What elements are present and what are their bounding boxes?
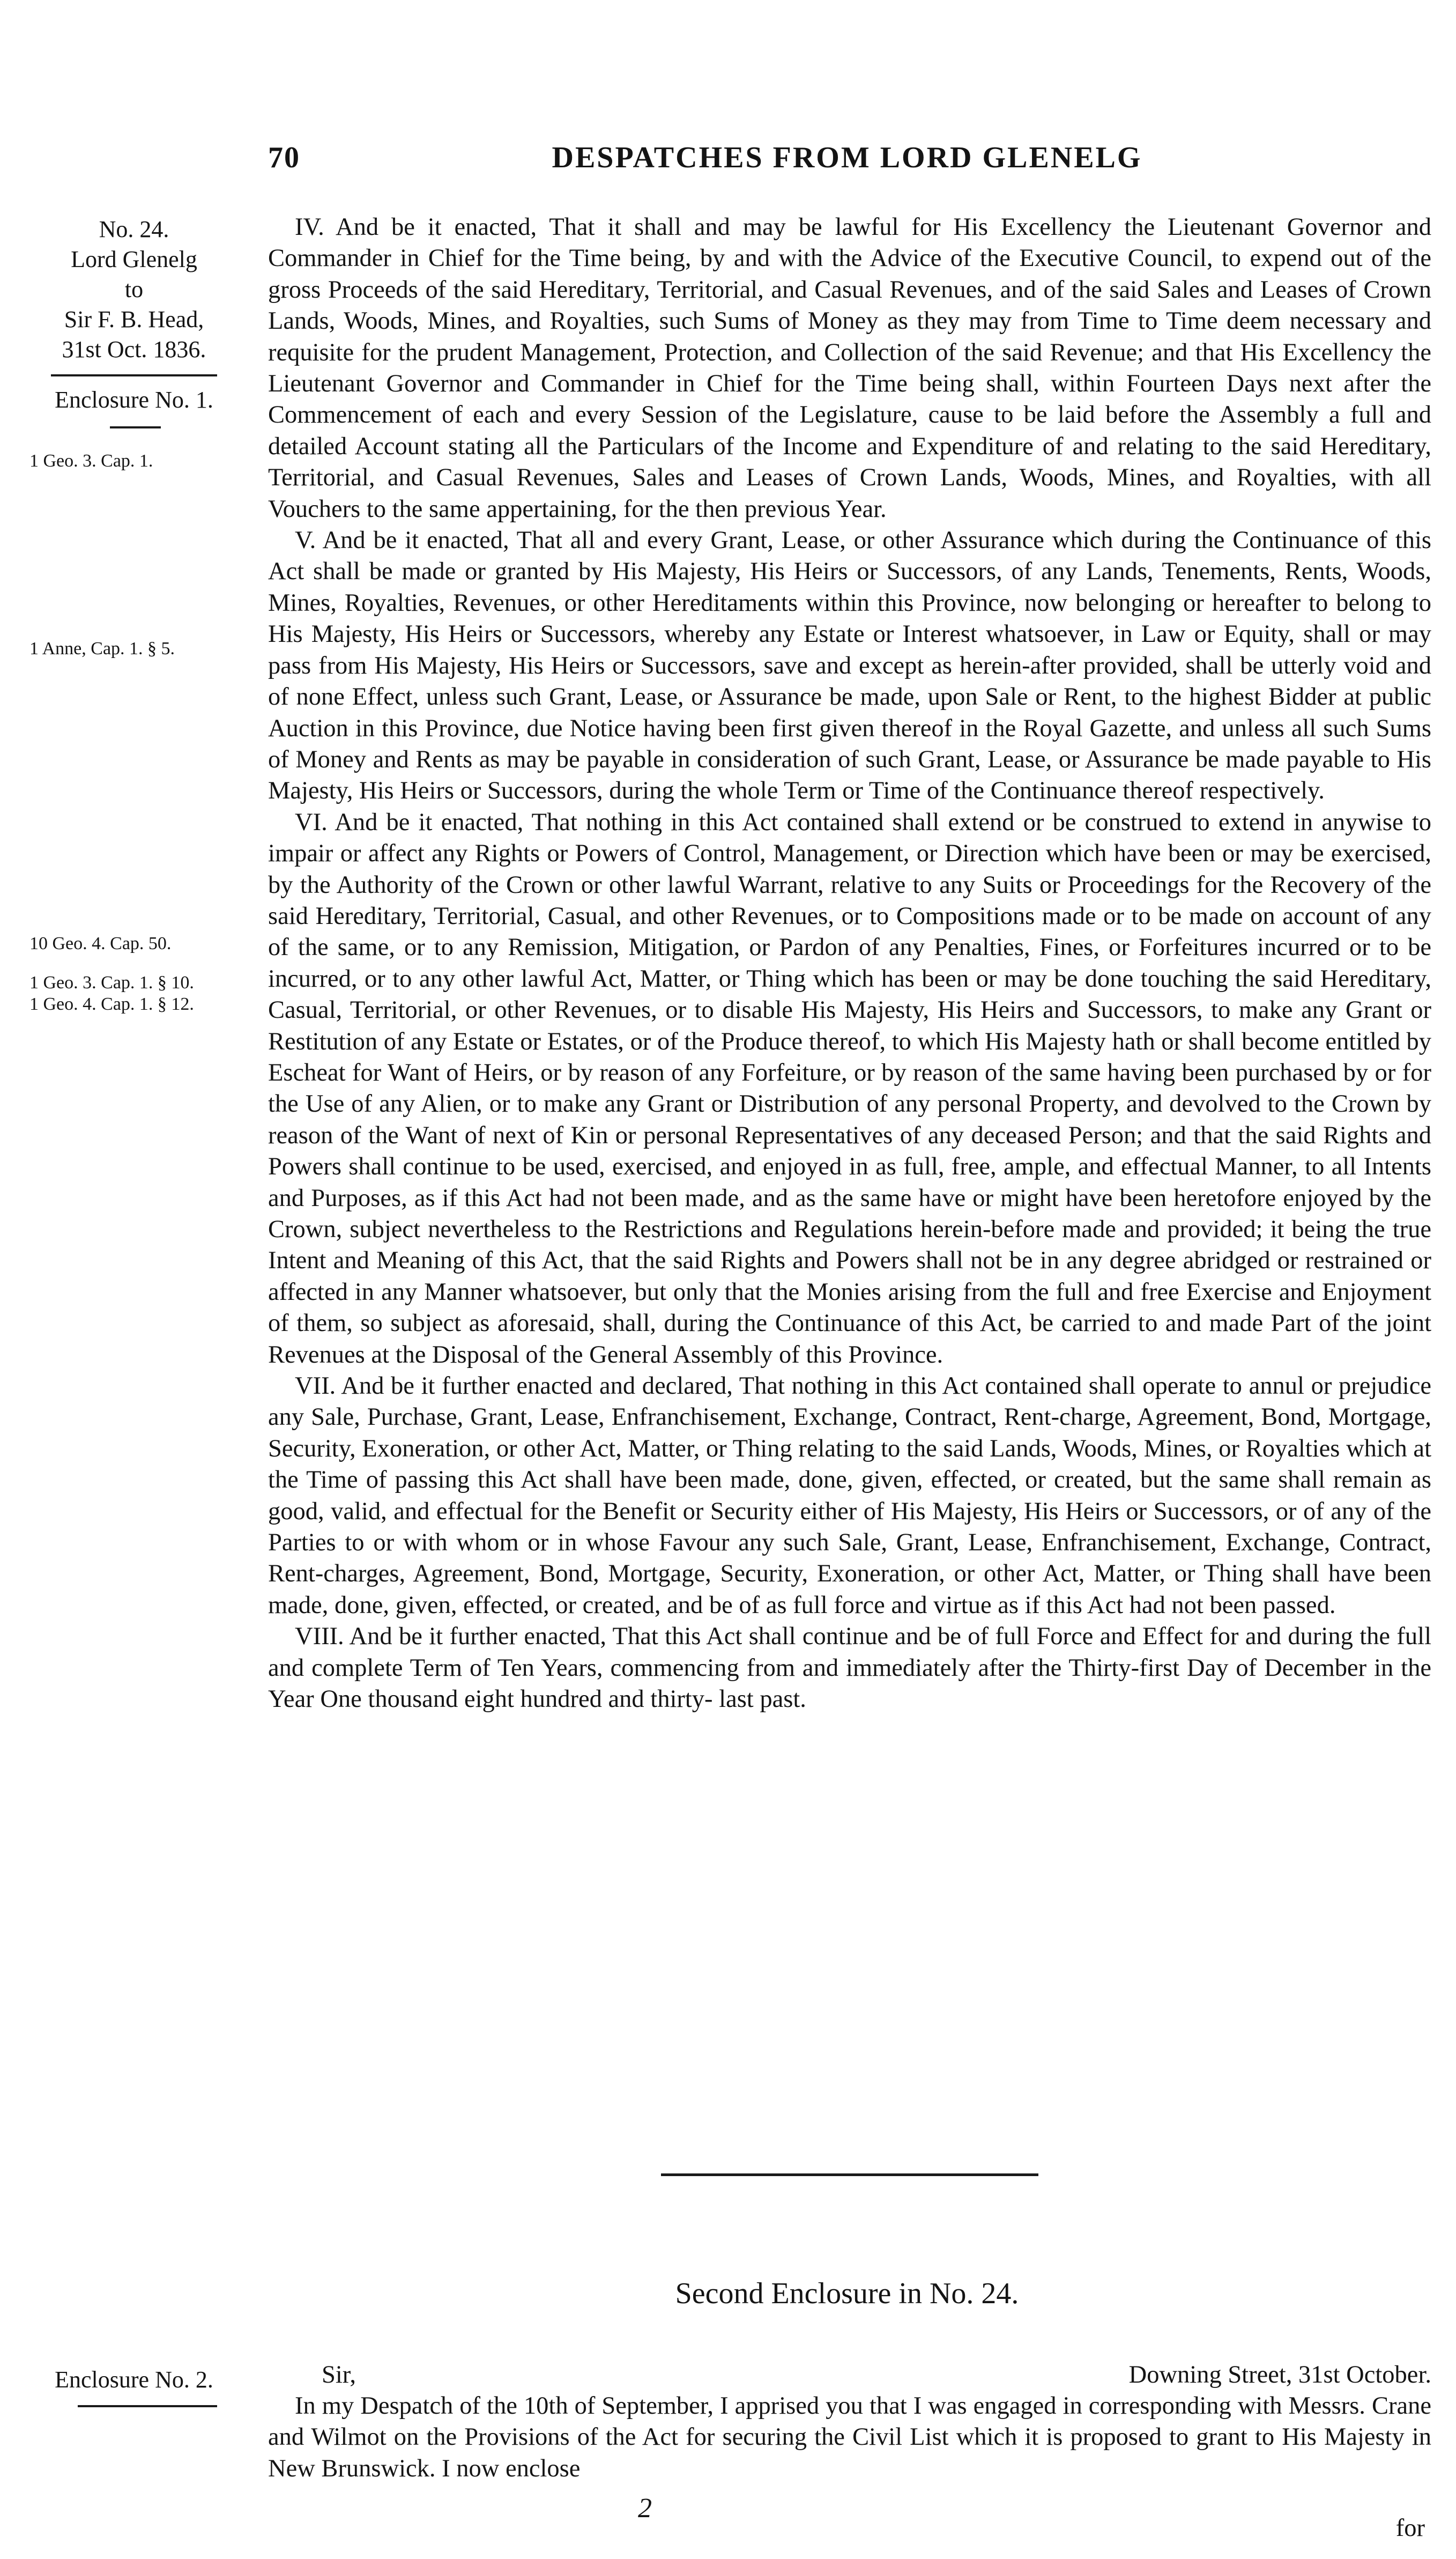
despatch-sender: Lord Glenelg xyxy=(71,246,197,272)
section-viii: VIII. And be it further enacted, That this Act shall continue and be of full Force and Effect for and during the full and complete Term of Ten Years, commencing from and immediately after the Thirty-first Day of December in the Year One thousand eight hundred and thirty- last past. xyxy=(268,1623,1431,1713)
enclosure-label-2: Enclosure No. 2. xyxy=(55,2366,213,2393)
letter xyxy=(268,2360,1431,2484)
enclosure-label-rule xyxy=(110,426,161,428)
enclosure-label-1: Enclosure No. 1. xyxy=(55,387,213,413)
dateline: Downing Street, 31st October. xyxy=(1128,2361,1431,2388)
despatch-number: No. 24. xyxy=(99,216,169,242)
despatch-recipient: Sir F. B. Head, xyxy=(64,306,204,332)
margin-note: 1 Geo. 3. Cap. 1. xyxy=(29,451,153,471)
catchword: for xyxy=(1395,2514,1425,2542)
margin-note: 1 Anne, Cap. 1. § 5. xyxy=(29,639,175,659)
signature-mark: 2 xyxy=(638,2493,652,2524)
section-iv: IV. And be it enacted, That it shall and may be lawful for His Excellency the Lieutenant Governor and Commander in Chief for the Time being, by and with the Advice of the Executive Council, to expend out of the gross Proceeds of the said Hereditary, Territorial, and Casual Revenues, and of the said Sales and Leases of Crown Lands, Woods, Mines, and Royalties, such Sums of Money as they may from Time to Time deem necessary and requisite for the prudent Management, Protection, and Collection of the said Revenue; and that His Excellency the Lieutenant Governor and Commander in Chief for the Time being shall, within Fourteen Days next after the Commencement of each and every Session of the Legislature, cause to be laid before the Assembly a full and detailed Account stating all the Particulars of the Income and Expenditure of and relating to the said Hereditary, Territorial, and Casual Revenues, Sales and Leases of Crown Lands, Woods, Mines, and Royalties, with all Vouchers to the same appertaining, for the then previous Year. xyxy=(268,213,1431,523)
section-vi: VI. And be it enacted, That nothing in this Act contained shall extend or be construed to extend in anywise to impair or affect any Rights or Powers of Control, Management, or Direction which have been or may be exercised, by the Authority of the Crown or other lawful Warrant, relative to any Suits or Proceedings for the Recovery of the said Hereditary, Territorial, Casual, and other Revenues, or to Compositions made or to be made on account of any of the same, or to any Remission, Mitigation, or Pardon of any Penalties, Fines, or Forfeitures incurred or to be incurred, or to any other lawful Act, Matter, or Thing which has been or may be done touching the said Hereditary, Casual, Territorial, or other Revenues, or to disable His Majesty, His Heirs and Successors, to make any Grant or Restitution of any Estate or Estates, or of the Produce thereof, to which His Majesty hath or shall become entitled by Escheat for Want of Heirs, or by reason of any Forfeiture, or by reason of the same having been purchased by or for the Use of any Alien, or to make any Grant or Distribution of any personal Property, and devolved to the Crown by reason of the Want of next of Kin or personal Representatives of any deceased Person; and that the said Rights and Powers shall continue to be used, exercised, and enjoyed in as full, free, ample, and effectual Manner, to all Intents and Purposes, as if this Act had not been made, and as the same have or might have been heretofore enjoyed by the Crown, subject nevertheless to the Restrictions and Regulations herein-before made and provided; it being the true Intent and Meaning of this Act, that the said Rights and Powers shall not be in any degree abridged or restrained or affected in any Manner whatsoever, but only that the Monies arising from the full and free Exercise and Enjoyment of them, so subject as aforesaid, shall, during the Continuance of this Act, be carried to and made Part of the joint Revenues at the Disposal of the General Assembly of this Province. xyxy=(268,808,1431,1369)
running-head: DESPATCHES FROM LORD GLENELG xyxy=(552,141,1142,174)
letter-opening: In my Despatch of the 10th of September, I apprised you that I was engaged in corresponding with Messrs. Crane and Wilmot on the Provisions of the Act for securing the Civil List which it is proposed to grant to His Majesty in New Brunswick. I now enclose xyxy=(268,2392,1431,2482)
despatch-date: 31st Oct. 1836. xyxy=(62,336,206,363)
enclosure-label-2-rule xyxy=(78,2405,217,2407)
page-number: 70 xyxy=(268,141,300,174)
section-vii: VII. And be it further enacted and declared, That nothing in this Act contained shall operate to annul or prejudice any Sale, Purchase, Grant, Lease, Enfranchisement, Exchange, Contract, Rent-charge, Agreement, Bond, Mortgage, Security, Exoneration, or other Act, Matter, or Thing relating to the said Lands, Woods, Mines, or Royalties which at the Time of passing this Act shall have been made, done, given, effected, or created, but the same shall remain as good, valid, and effectual for the Benefit or Security either of His Majesty, His Heirs or Successors, or of any of the Parties to or with whom or in whose Favour any such Sale, Grant, Lease, Enfranchisement, Exchange, Contract, Rent-charges, Agreement, Bond, Mortgage, Security, Exoneration, or other Act, Matter, or Thing shall have been made, done, given, effected, or created, and be of as full force and virtue as if this Act had not been passed. xyxy=(268,1372,1431,1619)
section-v: V. And be it enacted, That all and every Grant, Lease, or other Assurance which during the Continuance of this Act shall be made or granted by His Majesty, His Heirs or Successors, of any Lands, Tenements, Rents, Woods, Mines, Royalties, Revenues, or other Hereditaments within this Province, now belonging or hereafter to belong to His Majesty, His Heirs or Successors, whereby any Estate or Interest whatsoever, in Law or Equity, shall or may pass from His Majesty, His Heirs or Successors, save and except as herein-after provided, shall be utterly void and of none Effect, unless such Grant, Lease, or Assurance be made, upon Sale or Rent, to the highest Bidder at public Auction in this Province, due Notice having been first given thereof in the Royal Gazette, and unless all such Sums of Money and Rents as may be payable in consideration of such Grant, Lease, or Assurance be made payable to His Majesty, His Heirs or Successors, during the whole Term or Time of the Continuance thereof respectively. xyxy=(268,527,1431,805)
act-sections xyxy=(268,212,1431,1715)
margin-note: 1 Geo. 3. Cap. 1. § 10. xyxy=(29,973,194,993)
margin-note: 1 Geo. 4. Cap. 1. § 12. xyxy=(29,994,194,1014)
side-heading-rule xyxy=(51,374,217,376)
margin-note: 10 Geo. 4. Cap. 50. xyxy=(29,934,172,953)
section-divider xyxy=(661,2173,1038,2176)
despatch-to: to xyxy=(124,276,144,302)
second-enclosure-heading: Second Enclosure in No. 24. xyxy=(675,2277,1019,2310)
salutation: Sir, xyxy=(322,2361,356,2388)
